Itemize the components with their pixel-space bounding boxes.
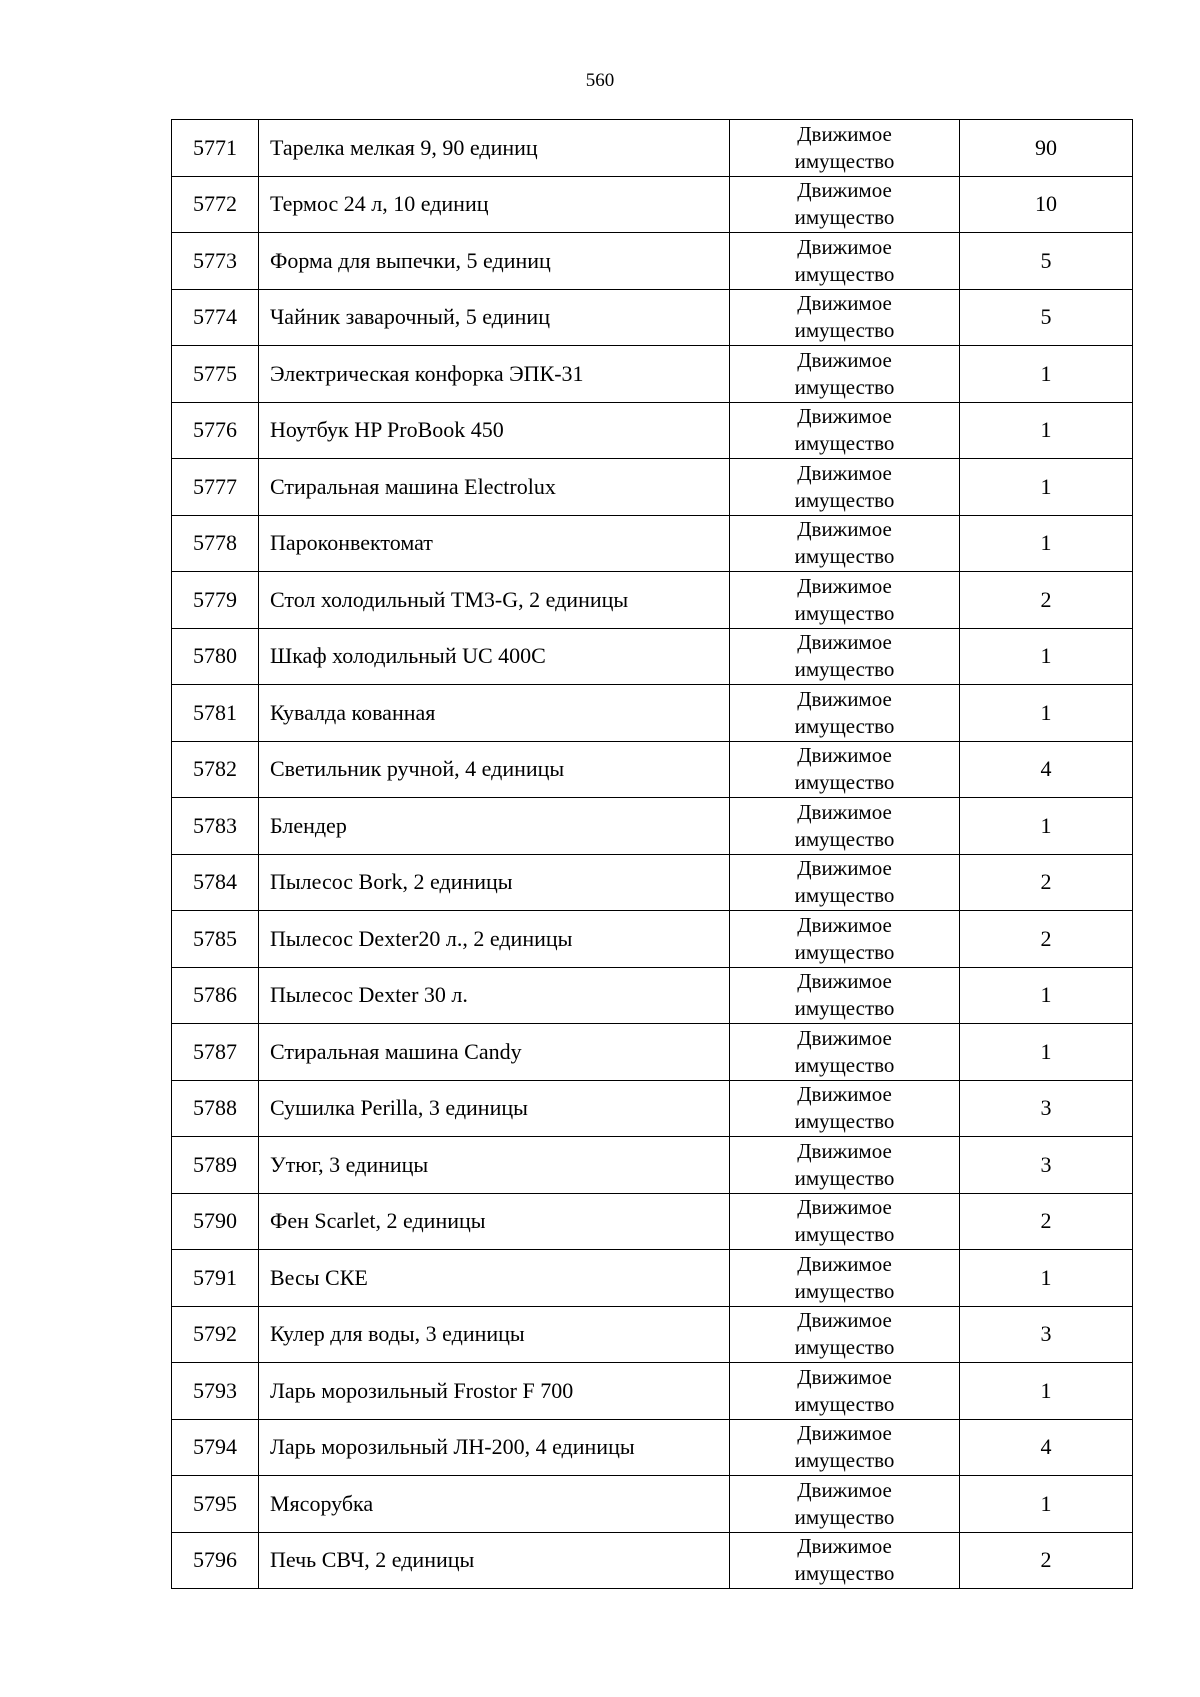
property-type — [730, 1137, 960, 1194]
table-row — [172, 515, 1133, 572]
row-number: 5782 — [172, 741, 259, 798]
item-quantity: 1 — [960, 459, 1133, 516]
property-type-line1: Движимое — [797, 1534, 892, 1559]
property-type-line2: имущество — [794, 600, 895, 625]
property-type — [730, 741, 960, 798]
item-name: Весы СКЕ — [259, 1250, 730, 1307]
item-name: Мясорубка — [259, 1476, 730, 1533]
item-quantity: 5 — [960, 289, 1133, 346]
property-type-line2: имущество — [794, 1504, 895, 1529]
property-type — [730, 1250, 960, 1307]
item-quantity: 1 — [960, 798, 1133, 855]
row-number: 5793 — [172, 1363, 259, 1420]
page-number: 560 — [585, 70, 615, 91]
item-name: Блендер — [259, 798, 730, 855]
property-type-line1: Движимое — [797, 1138, 892, 1163]
table-body — [172, 120, 1133, 1589]
property-type-line2: имущество — [794, 883, 895, 908]
property-type — [730, 233, 960, 290]
table-row — [172, 289, 1133, 346]
property-type — [730, 515, 960, 572]
item-name: Шкаф холодильный UC 400C — [259, 628, 730, 685]
property-type-line1: Движимое — [797, 573, 892, 598]
property-type-line2: имущество — [794, 205, 895, 230]
item-name: Пылесос Dexter20 л., 2 единицы — [259, 911, 730, 968]
table-row — [172, 1363, 1133, 1420]
property-type-line2: имущество — [794, 939, 895, 964]
row-number: 5787 — [172, 1024, 259, 1081]
item-quantity: 1 — [960, 967, 1133, 1024]
property-type-line1: Движимое — [797, 460, 892, 485]
property-type-line1: Движимое — [797, 1421, 892, 1446]
row-number: 5792 — [172, 1306, 259, 1363]
property-type-line1: Движимое — [797, 404, 892, 429]
property-type — [730, 1024, 960, 1081]
property-type — [730, 289, 960, 346]
property-type-line1: Движимое — [797, 1477, 892, 1502]
row-number: 5776 — [172, 402, 259, 459]
table-row — [172, 233, 1133, 290]
property-type-line1: Движимое — [797, 1251, 892, 1276]
property-type-line2: имущество — [794, 318, 895, 343]
property-type — [730, 120, 960, 177]
table-row — [172, 1080, 1133, 1137]
row-number: 5785 — [172, 911, 259, 968]
item-quantity: 2 — [960, 1532, 1133, 1589]
property-type-line2: имущество — [794, 996, 895, 1021]
property-type-line1: Движимое — [797, 517, 892, 542]
item-quantity: 1 — [960, 1363, 1133, 1420]
item-name: Стиральная машина Electrolux — [259, 459, 730, 516]
property-type — [730, 798, 960, 855]
property-type — [730, 967, 960, 1024]
row-number: 5771 — [172, 120, 259, 177]
property-type-line1: Движимое — [797, 121, 892, 146]
property-table — [171, 119, 1133, 1589]
property-type-line1: Движимое — [797, 1308, 892, 1333]
property-type-line1: Движимое — [797, 856, 892, 881]
property-type-line1: Движимое — [797, 1364, 892, 1389]
item-name: Стол холодильный TM3-G, 2 единицы — [259, 572, 730, 629]
property-type-line1: Движимое — [797, 743, 892, 768]
row-number: 5773 — [172, 233, 259, 290]
item-name: Светильник ручной, 4 единицы — [259, 741, 730, 798]
item-quantity: 5 — [960, 233, 1133, 290]
row-number: 5772 — [172, 176, 259, 233]
property-type — [730, 854, 960, 911]
property-type — [730, 346, 960, 403]
table-row — [172, 459, 1133, 516]
item-name: Ноутбук HP ProBook 450 — [259, 402, 730, 459]
row-number: 5789 — [172, 1137, 259, 1194]
row-number: 5796 — [172, 1532, 259, 1589]
item-name: Стиральная машина Candy — [259, 1024, 730, 1081]
item-name: Термос 24 л, 10 единиц — [259, 176, 730, 233]
property-type — [730, 685, 960, 742]
row-number: 5778 — [172, 515, 259, 572]
row-number: 5774 — [172, 289, 259, 346]
row-number: 5794 — [172, 1419, 259, 1476]
item-quantity: 3 — [960, 1080, 1133, 1137]
table-row — [172, 967, 1133, 1024]
row-number: 5781 — [172, 685, 259, 742]
property-type-line2: имущество — [794, 487, 895, 512]
property-type-line1: Движимое — [797, 1195, 892, 1220]
property-type-line1: Движимое — [797, 630, 892, 655]
property-type-line2: имущество — [794, 1109, 895, 1134]
table-row — [172, 741, 1133, 798]
property-type-line1: Движимое — [797, 347, 892, 372]
row-number: 5780 — [172, 628, 259, 685]
row-number: 5777 — [172, 459, 259, 516]
item-name: Ларь морозильный ЛН-200, 4 единицы — [259, 1419, 730, 1476]
item-quantity: 1 — [960, 346, 1133, 403]
item-name: Фен Scarlet, 2 единицы — [259, 1193, 730, 1250]
table-row — [172, 798, 1133, 855]
table-row — [172, 572, 1133, 629]
item-name: Сушилка Perilla, 3 единицы — [259, 1080, 730, 1137]
property-type-line2: имущество — [794, 826, 895, 851]
item-quantity: 2 — [960, 911, 1133, 968]
table-row — [172, 176, 1133, 233]
property-type — [730, 1476, 960, 1533]
item-quantity: 90 — [960, 120, 1133, 177]
row-number: 5791 — [172, 1250, 259, 1307]
table-row — [172, 1532, 1133, 1589]
row-number: 5790 — [172, 1193, 259, 1250]
table-row — [172, 120, 1133, 177]
property-type-line2: имущество — [794, 148, 895, 173]
property-type — [730, 1532, 960, 1589]
row-number: 5783 — [172, 798, 259, 855]
item-quantity: 3 — [960, 1137, 1133, 1194]
property-type-line2: имущество — [794, 1165, 895, 1190]
table-row — [172, 1476, 1133, 1533]
item-name: Кувалда кованная — [259, 685, 730, 742]
item-quantity: 2 — [960, 572, 1133, 629]
item-name: Чайник заварочный, 5 единиц — [259, 289, 730, 346]
item-name: Утюг, 3 единицы — [259, 1137, 730, 1194]
property-type-line2: имущество — [794, 713, 895, 738]
property-type — [730, 1419, 960, 1476]
property-type — [730, 1363, 960, 1420]
table-row — [172, 854, 1133, 911]
property-type-line2: имущество — [794, 1448, 895, 1473]
row-number: 5786 — [172, 967, 259, 1024]
property-type-line1: Движимое — [797, 912, 892, 937]
table-row — [172, 1024, 1133, 1081]
item-quantity: 2 — [960, 854, 1133, 911]
property-type-line1: Движимое — [797, 291, 892, 316]
table-row — [172, 402, 1133, 459]
property-type — [730, 572, 960, 629]
item-quantity: 2 — [960, 1193, 1133, 1250]
table-row — [172, 1193, 1133, 1250]
table-row — [172, 346, 1133, 403]
property-type — [730, 1193, 960, 1250]
property-type-line2: имущество — [794, 261, 895, 286]
row-number: 5775 — [172, 346, 259, 403]
item-name: Тарелка мелкая 9, 90 единиц — [259, 120, 730, 177]
row-number: 5795 — [172, 1476, 259, 1533]
item-quantity: 1 — [960, 1476, 1133, 1533]
item-quantity: 1 — [960, 628, 1133, 685]
property-type — [730, 911, 960, 968]
item-name: Пылесос Bork, 2 единицы — [259, 854, 730, 911]
table-row — [172, 1419, 1133, 1476]
property-type — [730, 1306, 960, 1363]
item-quantity: 4 — [960, 1419, 1133, 1476]
item-quantity: 1 — [960, 402, 1133, 459]
table-row — [172, 628, 1133, 685]
row-number: 5784 — [172, 854, 259, 911]
table-row — [172, 1306, 1133, 1363]
property-type-line2: имущество — [794, 1561, 895, 1586]
property-type-line1: Движимое — [797, 1025, 892, 1050]
property-type — [730, 176, 960, 233]
item-name: Пароконвектомат — [259, 515, 730, 572]
property-type-line2: имущество — [794, 1335, 895, 1360]
item-quantity: 1 — [960, 515, 1133, 572]
property-type — [730, 1080, 960, 1137]
property-type-line2: имущество — [794, 657, 895, 682]
table-row — [172, 911, 1133, 968]
item-name: Ларь морозильный Frostor F 700 — [259, 1363, 730, 1420]
property-type-line1: Движимое — [797, 234, 892, 259]
table-row — [172, 1137, 1133, 1194]
property-type — [730, 459, 960, 516]
property-type-line1: Движимое — [797, 178, 892, 203]
item-quantity: 1 — [960, 1024, 1133, 1081]
item-name: Электрическая конфорка ЭПК-31 — [259, 346, 730, 403]
property-type-line1: Движимое — [797, 969, 892, 994]
item-quantity: 1 — [960, 685, 1133, 742]
item-quantity: 4 — [960, 741, 1133, 798]
property-type-line2: имущество — [794, 1222, 895, 1247]
item-quantity: 1 — [960, 1250, 1133, 1307]
property-type-line1: Движимое — [797, 799, 892, 824]
item-name: Кулер для воды, 3 единицы — [259, 1306, 730, 1363]
item-name: Печь СВЧ, 2 единицы — [259, 1532, 730, 1589]
property-type — [730, 402, 960, 459]
property-type-line2: имущество — [794, 544, 895, 569]
item-name: Пылесос Dexter 30 л. — [259, 967, 730, 1024]
property-type-line1: Движимое — [797, 686, 892, 711]
item-quantity: 3 — [960, 1306, 1133, 1363]
property-type-line2: имущество — [794, 770, 895, 795]
property-type-line2: имущество — [794, 1391, 895, 1416]
property-type-line2: имущество — [794, 1052, 895, 1077]
property-type-line1: Движимое — [797, 1082, 892, 1107]
table-row — [172, 685, 1133, 742]
property-type — [730, 628, 960, 685]
item-name: Форма для выпечки, 5 единиц — [259, 233, 730, 290]
property-type-line2: имущество — [794, 431, 895, 456]
item-quantity: 10 — [960, 176, 1133, 233]
property-type-line2: имущество — [794, 1278, 895, 1303]
table-row — [172, 1250, 1133, 1307]
row-number: 5779 — [172, 572, 259, 629]
property-type-line2: имущество — [794, 374, 895, 399]
row-number: 5788 — [172, 1080, 259, 1137]
